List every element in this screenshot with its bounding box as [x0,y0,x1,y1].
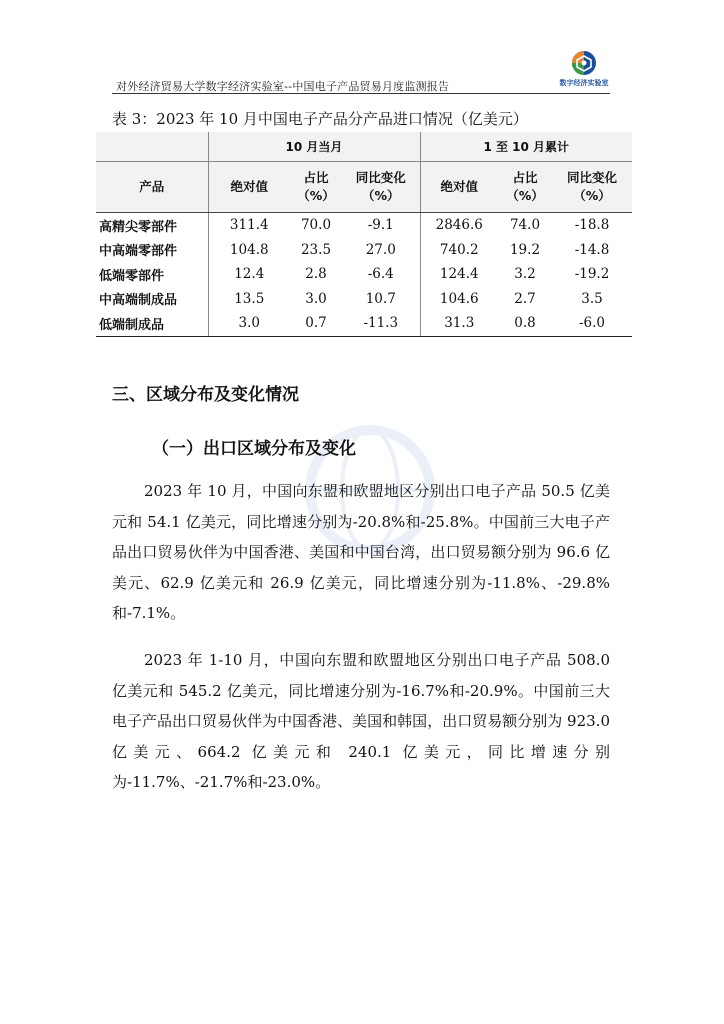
table-row [96,262,632,287]
table-corner-cell [96,132,208,162]
cell-cum-share: 2.7 [514,290,536,307]
col-header-month-abs: 绝对值 [208,162,290,213]
cell-cum-yoy: -14.8 [574,241,610,258]
table-row [96,311,632,336]
cell-month-share: 0.7 [290,311,342,336]
cell-cum-abs: 31.3 [420,311,498,336]
running-header: 对外经济贸易大学数字经济实验室--中国电子产品贸易月度监测报告 [116,80,450,93]
table-title: 表 3：2023 年 10 月中国电子产品分产品进口情况（亿美元） [112,110,528,128]
cell-cum-yoy: -6.0 [552,311,632,336]
col-header-month-yoy [342,162,420,213]
group-header-month: 10 月当月 [208,132,420,162]
col-header-month-share [290,162,342,213]
cell-cum-abs: 124.4 [439,266,479,283]
subsection-title: （一）出口区域分布及变化 [152,439,356,459]
row-product: 低端制成品 [96,311,208,336]
col-header-cum-yoy-line2: （%） [573,188,611,203]
section-title: 三、区域分布及变化情况 [112,385,299,405]
cell-cum-share: 3.2 [514,266,536,283]
row-product: 高精尖零部件 [96,213,208,238]
col-header-cum-share-line1: 占比 [512,170,538,185]
cell-month-abs: 3.0 [208,311,290,336]
cell-month-share: 2.8 [305,266,327,283]
table-row [96,287,632,312]
cell-month-abs: 311.4 [229,217,269,234]
cell-month-yoy: -11.3 [342,311,420,336]
col-header-month-yoy-line1: 同比变化 [355,170,406,185]
globe-logo-icon [556,48,612,80]
paragraph-jan-oct: 2023 年 1-10 月，中国向东盟和欧盟地区分别出口电子产品 508.0 亿美元和 545.2 亿美元，同比增速分别为-16.7%和-20.9%。中国前三大电子产品出口贸易伙伴为中国香港、美国和韩国，出口贸易额分别为 923.0 亿美元、664.2 亿美元和 240.1 亿美元，同比增速分别为-11.7%、-21.7%和-23.0%。 [112,651,610,791]
col-header-cum-yoy [552,162,632,213]
logo-caption: 数字经济实验室 [559,79,609,87]
cell-month-yoy: 10.7 [342,287,420,312]
cell-cum-abs: 104.6 [439,290,479,307]
cell-month-share: 3.0 [305,290,327,307]
header-divider [112,93,610,94]
col-header-month-share-line1: 占比 [303,170,329,185]
cell-cum-yoy: 3.5 [581,290,603,307]
paragraph-october: 2023 年 10 月，中国向东盟和欧盟地区分别出口电子产品 50.5 亿美元和 54.1 亿美元，同比增速分别为-20.8%和-25.8%。中国前三大电子产品出口贸易伙伴为中国香港、美国和中国台湾，出口贸易额分别为 96.6 亿美元、62.9 亿美元和 26.9 亿美元，同比增速分别为-11.8%、-29.8%和-7.1%。 [112,482,610,622]
cell-month-abs: 104.8 [229,241,269,258]
cell-month-yoy: -9.1 [342,213,420,238]
cell-month-yoy: -6.4 [342,262,420,287]
cell-cum-abs: 2846.6 [435,217,483,234]
cell-month-abs: 13.5 [234,290,265,307]
table-column-header-row [96,162,632,213]
row-product: 中高端零部件 [96,238,208,263]
cell-cum-yoy: -18.8 [574,217,610,234]
table-group-header-row [96,132,632,162]
col-header-product: 产品 [96,162,208,213]
lab-logo [556,48,612,88]
cell-cum-share: 19.2 [509,241,541,258]
col-header-month-yoy-line2: （%） [361,188,400,203]
group-header-cumulative: 1 至 10 月累计 [420,132,632,162]
row-product: 低端零部件 [96,262,208,287]
col-header-cum-share-line2: （%） [506,188,544,203]
import-table [96,132,632,337]
cell-month-share: 23.5 [300,241,332,258]
row-product: 中高端制成品 [96,287,208,312]
cell-month-abs: 12.4 [234,266,265,283]
table-row [96,213,632,238]
table-row [96,238,632,263]
col-header-month-share-line2: （%） [297,188,335,203]
cell-cum-share: 74.0 [509,217,541,234]
cell-cum-abs: 740.2 [439,241,479,258]
cell-cum-yoy: -19.2 [574,266,610,283]
col-header-cum-yoy-line1: 同比变化 [566,170,617,185]
col-header-cum-abs: 绝对值 [420,162,498,213]
cell-month-share: 70.0 [300,217,332,234]
cell-month-yoy: 27.0 [342,238,420,263]
col-header-cum-share [498,162,552,213]
cell-cum-share: 0.8 [498,311,552,336]
